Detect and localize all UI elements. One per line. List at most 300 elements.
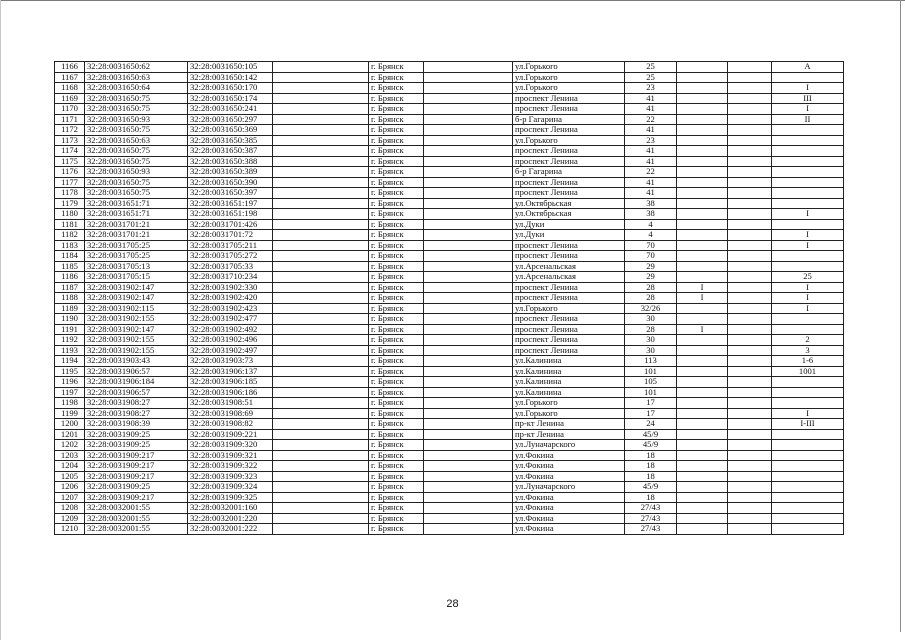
street: проспект Ленина (513, 156, 625, 167)
city: г. Брянск (369, 135, 424, 146)
building-cadastral-number: 32:28:0031902:423 (188, 303, 273, 314)
house-number: 30 (625, 314, 677, 325)
street: ул.Фокина (513, 513, 625, 524)
extra-cell (677, 461, 728, 472)
street: ул.Горького (513, 62, 625, 73)
parcel-cadastral-number: 32:28:0031650:62 (85, 62, 188, 73)
street: ул.Калинина (513, 366, 625, 377)
parcel-cadastral-number: 32:28:0031650:75 (85, 177, 188, 188)
building-cadastral-number: 32:28:0031906:137 (188, 366, 273, 377)
extra-cell (677, 440, 728, 451)
city: г. Брянск (369, 492, 424, 503)
street: ул.Дуки (513, 230, 625, 241)
building-cadastral-number: 32:28:0031902:477 (188, 314, 273, 325)
empty-cell (273, 324, 369, 335)
empty-cell (424, 345, 513, 356)
empty-cell (273, 167, 369, 178)
parcel-cadastral-number: 32:28:0031902:115 (85, 303, 188, 314)
flat-number (772, 72, 844, 83)
city: г. Брянск (369, 408, 424, 419)
row-number: 1173 (55, 135, 85, 146)
table-row (55, 282, 844, 293)
city: г. Брянск (369, 93, 424, 104)
empty-cell (424, 282, 513, 293)
building-cadastral-number: 32:28:0031909:320 (188, 440, 273, 451)
city: г. Брянск (369, 209, 424, 220)
empty-cell (424, 524, 513, 535)
parcel-cadastral-number: 32:28:0031908:27 (85, 398, 188, 409)
extra-cell (677, 93, 728, 104)
flat-number (772, 461, 844, 472)
row-number: 1194 (55, 356, 85, 367)
parcel-cadastral-number: 32:28:0031902:155 (85, 335, 188, 346)
building-cadastral-number: 32:28:0031906:186 (188, 387, 273, 398)
table-row (55, 177, 844, 188)
street: ул.Горького (513, 72, 625, 83)
house-number: 41 (625, 104, 677, 115)
flat-number (772, 513, 844, 524)
extra-cell (728, 83, 772, 94)
flat-number: 3 (772, 345, 844, 356)
city: г. Брянск (369, 188, 424, 199)
empty-cell (273, 177, 369, 188)
table-row (55, 209, 844, 220)
row-number: 1201 (55, 429, 85, 440)
row-number: 1181 (55, 219, 85, 230)
city: г. Брянск (369, 83, 424, 94)
table-row (55, 471, 844, 482)
empty-cell (273, 114, 369, 125)
empty-cell (273, 93, 369, 104)
extra-cell (728, 251, 772, 262)
building-cadastral-number: 32:28:0031906:185 (188, 377, 273, 388)
extra-cell (728, 177, 772, 188)
empty-cell (273, 251, 369, 262)
row-number: 1208 (55, 503, 85, 514)
street: ул.Фокина (513, 524, 625, 535)
building-cadastral-number: 32:28:0031650:387 (188, 146, 273, 157)
house-number: 28 (625, 282, 677, 293)
parcel-cadastral-number: 32:28:0031650:75 (85, 125, 188, 136)
empty-cell (424, 93, 513, 104)
extra-cell (677, 482, 728, 493)
parcel-cadastral-number: 32:28:0031906:57 (85, 366, 188, 377)
empty-cell (424, 387, 513, 398)
table-row (55, 482, 844, 493)
extra-cell (728, 482, 772, 493)
flat-number (772, 524, 844, 535)
building-cadastral-number: 32:28:0031650:105 (188, 62, 273, 73)
flat-number: I (772, 104, 844, 115)
empty-cell (424, 62, 513, 73)
building-cadastral-number: 32:28:0031650:385 (188, 135, 273, 146)
flat-number (772, 198, 844, 209)
empty-cell (273, 513, 369, 524)
building-cadastral-number: 32:28:0031650:241 (188, 104, 273, 115)
table-row (55, 240, 844, 251)
empty-cell (273, 230, 369, 241)
house-number: 30 (625, 345, 677, 356)
parcel-cadastral-number: 32:28:0031909:217 (85, 492, 188, 503)
city: г. Брянск (369, 167, 424, 178)
extra-cell (728, 104, 772, 115)
street: проспект Ленина (513, 282, 625, 293)
parcel-cadastral-number: 32:28:0031650:63 (85, 72, 188, 83)
extra-cell (677, 398, 728, 409)
row-number: 1192 (55, 335, 85, 346)
empty-cell (424, 492, 513, 503)
house-number: 25 (625, 62, 677, 73)
extra-cell: I (677, 324, 728, 335)
table-row (55, 198, 844, 209)
empty-cell (424, 503, 513, 514)
building-cadastral-number: 32:28:0031650:389 (188, 167, 273, 178)
empty-cell (273, 377, 369, 388)
street: ул.Фокина (513, 503, 625, 514)
extra-cell (677, 188, 728, 199)
street: ул.Фокина (513, 471, 625, 482)
building-cadastral-number: 32:28:0031909:321 (188, 450, 273, 461)
row-number: 1175 (55, 156, 85, 167)
extra-cell (677, 83, 728, 94)
empty-cell (424, 125, 513, 136)
table-row (55, 524, 844, 535)
building-cadastral-number: 32:28:0031650:390 (188, 177, 273, 188)
row-number: 1191 (55, 324, 85, 335)
empty-cell (273, 335, 369, 346)
city: г. Брянск (369, 440, 424, 451)
flat-number: I (772, 282, 844, 293)
empty-cell (424, 440, 513, 451)
flat-number: 25 (772, 272, 844, 283)
scan-right-edge (900, 0, 901, 632)
table-row (55, 324, 844, 335)
extra-cell (728, 398, 772, 409)
street: проспект Ленина (513, 335, 625, 346)
table-row (55, 408, 844, 419)
empty-cell (273, 303, 369, 314)
extra-cell (677, 104, 728, 115)
flat-number (772, 156, 844, 167)
house-number: 23 (625, 83, 677, 94)
house-number: 28 (625, 324, 677, 335)
house-number: 17 (625, 398, 677, 409)
empty-cell (424, 209, 513, 220)
building-cadastral-number: 32:28:0031909:325 (188, 492, 273, 503)
row-number: 1178 (55, 188, 85, 199)
city: г. Брянск (369, 125, 424, 136)
parcel-cadastral-number: 32:28:0031902:147 (85, 324, 188, 335)
empty-cell (273, 503, 369, 514)
empty-cell (424, 377, 513, 388)
city: г. Брянск (369, 429, 424, 440)
building-cadastral-number: 32:28:0031705:33 (188, 261, 273, 272)
extra-cell (728, 492, 772, 503)
street: ул.Горького (513, 398, 625, 409)
extra-cell (728, 156, 772, 167)
flat-number (772, 125, 844, 136)
row-number: 1177 (55, 177, 85, 188)
city: г. Брянск (369, 177, 424, 188)
table-row (55, 450, 844, 461)
flat-number: I-III (772, 419, 844, 430)
extra-cell (677, 513, 728, 524)
city: г. Брянск (369, 398, 424, 409)
empty-cell (424, 398, 513, 409)
extra-cell (728, 440, 772, 451)
parcel-cadastral-number: 32:28:0031909:217 (85, 471, 188, 482)
extra-cell (677, 303, 728, 314)
row-number: 1182 (55, 230, 85, 241)
city: г. Брянск (369, 366, 424, 377)
house-number: 101 (625, 366, 677, 377)
table-row (55, 251, 844, 262)
empty-cell (424, 261, 513, 272)
parcel-cadastral-number: 32:28:0031650:75 (85, 104, 188, 115)
empty-cell (273, 209, 369, 220)
empty-cell (424, 177, 513, 188)
house-number: 101 (625, 387, 677, 398)
flat-number (772, 167, 844, 178)
empty-cell (273, 293, 369, 304)
extra-cell: I (677, 293, 728, 304)
extra-cell (728, 62, 772, 73)
street: ул.Луначарского (513, 440, 625, 451)
city: г. Брянск (369, 419, 424, 430)
empty-cell (273, 482, 369, 493)
empty-cell (424, 219, 513, 230)
extra-cell (728, 240, 772, 251)
table-row (55, 272, 844, 283)
table-row (55, 366, 844, 377)
flat-number: II (772, 114, 844, 125)
empty-cell (424, 335, 513, 346)
table-row (55, 335, 844, 346)
house-number: 41 (625, 156, 677, 167)
empty-cell (273, 83, 369, 94)
parcel-cadastral-number: 32:28:0031909:217 (85, 461, 188, 472)
flat-number: I (772, 293, 844, 304)
parcel-cadastral-number: 32:28:0031701:21 (85, 219, 188, 230)
row-number: 1176 (55, 167, 85, 178)
building-cadastral-number: 32:28:0031705:211 (188, 240, 273, 251)
building-cadastral-number: 32:28:0031701:426 (188, 219, 273, 230)
house-number: 41 (625, 125, 677, 136)
row-number: 1188 (55, 293, 85, 304)
street: ул.Горького (513, 303, 625, 314)
street: ул.Октябрьская (513, 198, 625, 209)
table-row (55, 503, 844, 514)
extra-cell (677, 345, 728, 356)
table-row (55, 492, 844, 503)
registry-table-body (55, 62, 844, 535)
parcel-cadastral-number: 32:28:0031650:63 (85, 135, 188, 146)
house-number: 45/9 (625, 429, 677, 440)
building-cadastral-number: 32:28:0031909:322 (188, 461, 273, 472)
extra-cell (728, 114, 772, 125)
house-number: 24 (625, 419, 677, 430)
table-row (55, 219, 844, 230)
table-row (55, 356, 844, 367)
flat-number: I (772, 240, 844, 251)
extra-cell (677, 429, 728, 440)
extra-cell (728, 135, 772, 146)
extra-cell (728, 125, 772, 136)
flat-number (772, 471, 844, 482)
city: г. Брянск (369, 450, 424, 461)
empty-cell (424, 146, 513, 157)
building-cadastral-number: 32:28:0031903:73 (188, 356, 273, 367)
extra-cell (728, 314, 772, 325)
empty-cell (273, 450, 369, 461)
extra-cell (677, 450, 728, 461)
flat-number (772, 188, 844, 199)
row-number: 1189 (55, 303, 85, 314)
empty-cell (273, 408, 369, 419)
house-number: 30 (625, 335, 677, 346)
flat-number: III (772, 93, 844, 104)
extra-cell (677, 125, 728, 136)
street: проспект Ленина (513, 177, 625, 188)
street: проспект Ленина (513, 188, 625, 199)
building-cadastral-number: 32:28:0031651:197 (188, 198, 273, 209)
empty-cell (424, 104, 513, 115)
empty-cell (424, 471, 513, 482)
extra-cell (728, 93, 772, 104)
house-number: 29 (625, 272, 677, 283)
extra-cell (677, 62, 728, 73)
extra-cell (677, 524, 728, 535)
table-row (55, 261, 844, 272)
building-cadastral-number: 32:28:0031902:420 (188, 293, 273, 304)
extra-cell (677, 114, 728, 125)
city: г. Брянск (369, 146, 424, 157)
extra-cell (728, 209, 772, 220)
parcel-cadastral-number: 32:28:0031906:57 (85, 387, 188, 398)
parcel-cadastral-number: 32:28:0031650:75 (85, 146, 188, 157)
row-number: 1202 (55, 440, 85, 451)
row-number: 1195 (55, 366, 85, 377)
empty-cell (273, 240, 369, 251)
empty-cell (273, 471, 369, 482)
page-number: 28 (446, 598, 459, 610)
flat-number: I (772, 209, 844, 220)
parcel-cadastral-number: 32:28:0031701:21 (85, 230, 188, 241)
extra-cell (728, 72, 772, 83)
street: проспект Ленина (513, 324, 625, 335)
extra-cell (677, 471, 728, 482)
street: ул.Фокина (513, 450, 625, 461)
city: г. Брянск (369, 345, 424, 356)
city: г. Брянск (369, 482, 424, 493)
extra-cell (728, 524, 772, 535)
parcel-cadastral-number: 32:28:0031650:75 (85, 188, 188, 199)
table-row (55, 293, 844, 304)
parcel-cadastral-number: 32:28:0031705:15 (85, 272, 188, 283)
flat-number: 1001 (772, 366, 844, 377)
empty-cell (424, 303, 513, 314)
empty-cell (424, 167, 513, 178)
city: г. Брянск (369, 272, 424, 283)
extra-cell (677, 135, 728, 146)
street: проспект Ленина (513, 293, 625, 304)
house-number: 22 (625, 114, 677, 125)
building-cadastral-number: 32:28:0031909:324 (188, 482, 273, 493)
city: г. Брянск (369, 377, 424, 388)
city: г. Брянск (369, 230, 424, 241)
table-row (55, 62, 844, 73)
row-number: 1169 (55, 93, 85, 104)
extra-cell (677, 377, 728, 388)
parcel-cadastral-number: 32:28:0031650:93 (85, 114, 188, 125)
city: г. Брянск (369, 356, 424, 367)
table-row (55, 377, 844, 388)
empty-cell (273, 125, 369, 136)
city: г. Брянск (369, 524, 424, 535)
building-cadastral-number: 32:28:0031650:388 (188, 156, 273, 167)
empty-cell (273, 429, 369, 440)
city: г. Брянск (369, 314, 424, 325)
extra-cell (677, 419, 728, 430)
parcel-cadastral-number: 32:28:0031705:25 (85, 240, 188, 251)
empty-cell (424, 419, 513, 430)
building-cadastral-number: 32:28:0031650:369 (188, 125, 273, 136)
city: г. Брянск (369, 471, 424, 482)
extra-cell (677, 503, 728, 514)
row-number: 1193 (55, 345, 85, 356)
row-number: 1204 (55, 461, 85, 472)
table-row (55, 345, 844, 356)
parcel-cadastral-number: 32:28:0031909:25 (85, 429, 188, 440)
house-number: 27/43 (625, 524, 677, 535)
parcel-cadastral-number: 32:28:0031908:39 (85, 419, 188, 430)
row-number: 1203 (55, 450, 85, 461)
house-number: 38 (625, 198, 677, 209)
flat-number (772, 503, 844, 514)
row-number: 1197 (55, 387, 85, 398)
house-number: 113 (625, 356, 677, 367)
empty-cell (424, 429, 513, 440)
city: г. Брянск (369, 324, 424, 335)
house-number: 29 (625, 261, 677, 272)
extra-cell (728, 503, 772, 514)
extra-cell (728, 324, 772, 335)
flat-number (772, 177, 844, 188)
building-cadastral-number: 32:28:0031909:221 (188, 429, 273, 440)
parcel-cadastral-number: 32:28:0031650:75 (85, 93, 188, 104)
building-cadastral-number: 32:28:0031650:142 (188, 72, 273, 83)
extra-cell (677, 209, 728, 220)
house-number: 4 (625, 219, 677, 230)
extra-cell (677, 177, 728, 188)
house-number: 27/43 (625, 503, 677, 514)
extra-cell (728, 387, 772, 398)
flat-number: 2 (772, 335, 844, 346)
table-row (55, 188, 844, 199)
table-row (55, 440, 844, 451)
extra-cell (728, 471, 772, 482)
house-number: 105 (625, 377, 677, 388)
street: проспект Ленина (513, 93, 625, 104)
extra-cell (728, 261, 772, 272)
table-row (55, 156, 844, 167)
extra-cell (728, 303, 772, 314)
city: г. Брянск (369, 461, 424, 472)
flat-number (772, 387, 844, 398)
row-number: 1184 (55, 251, 85, 262)
empty-cell (424, 408, 513, 419)
city: г. Брянск (369, 62, 424, 73)
